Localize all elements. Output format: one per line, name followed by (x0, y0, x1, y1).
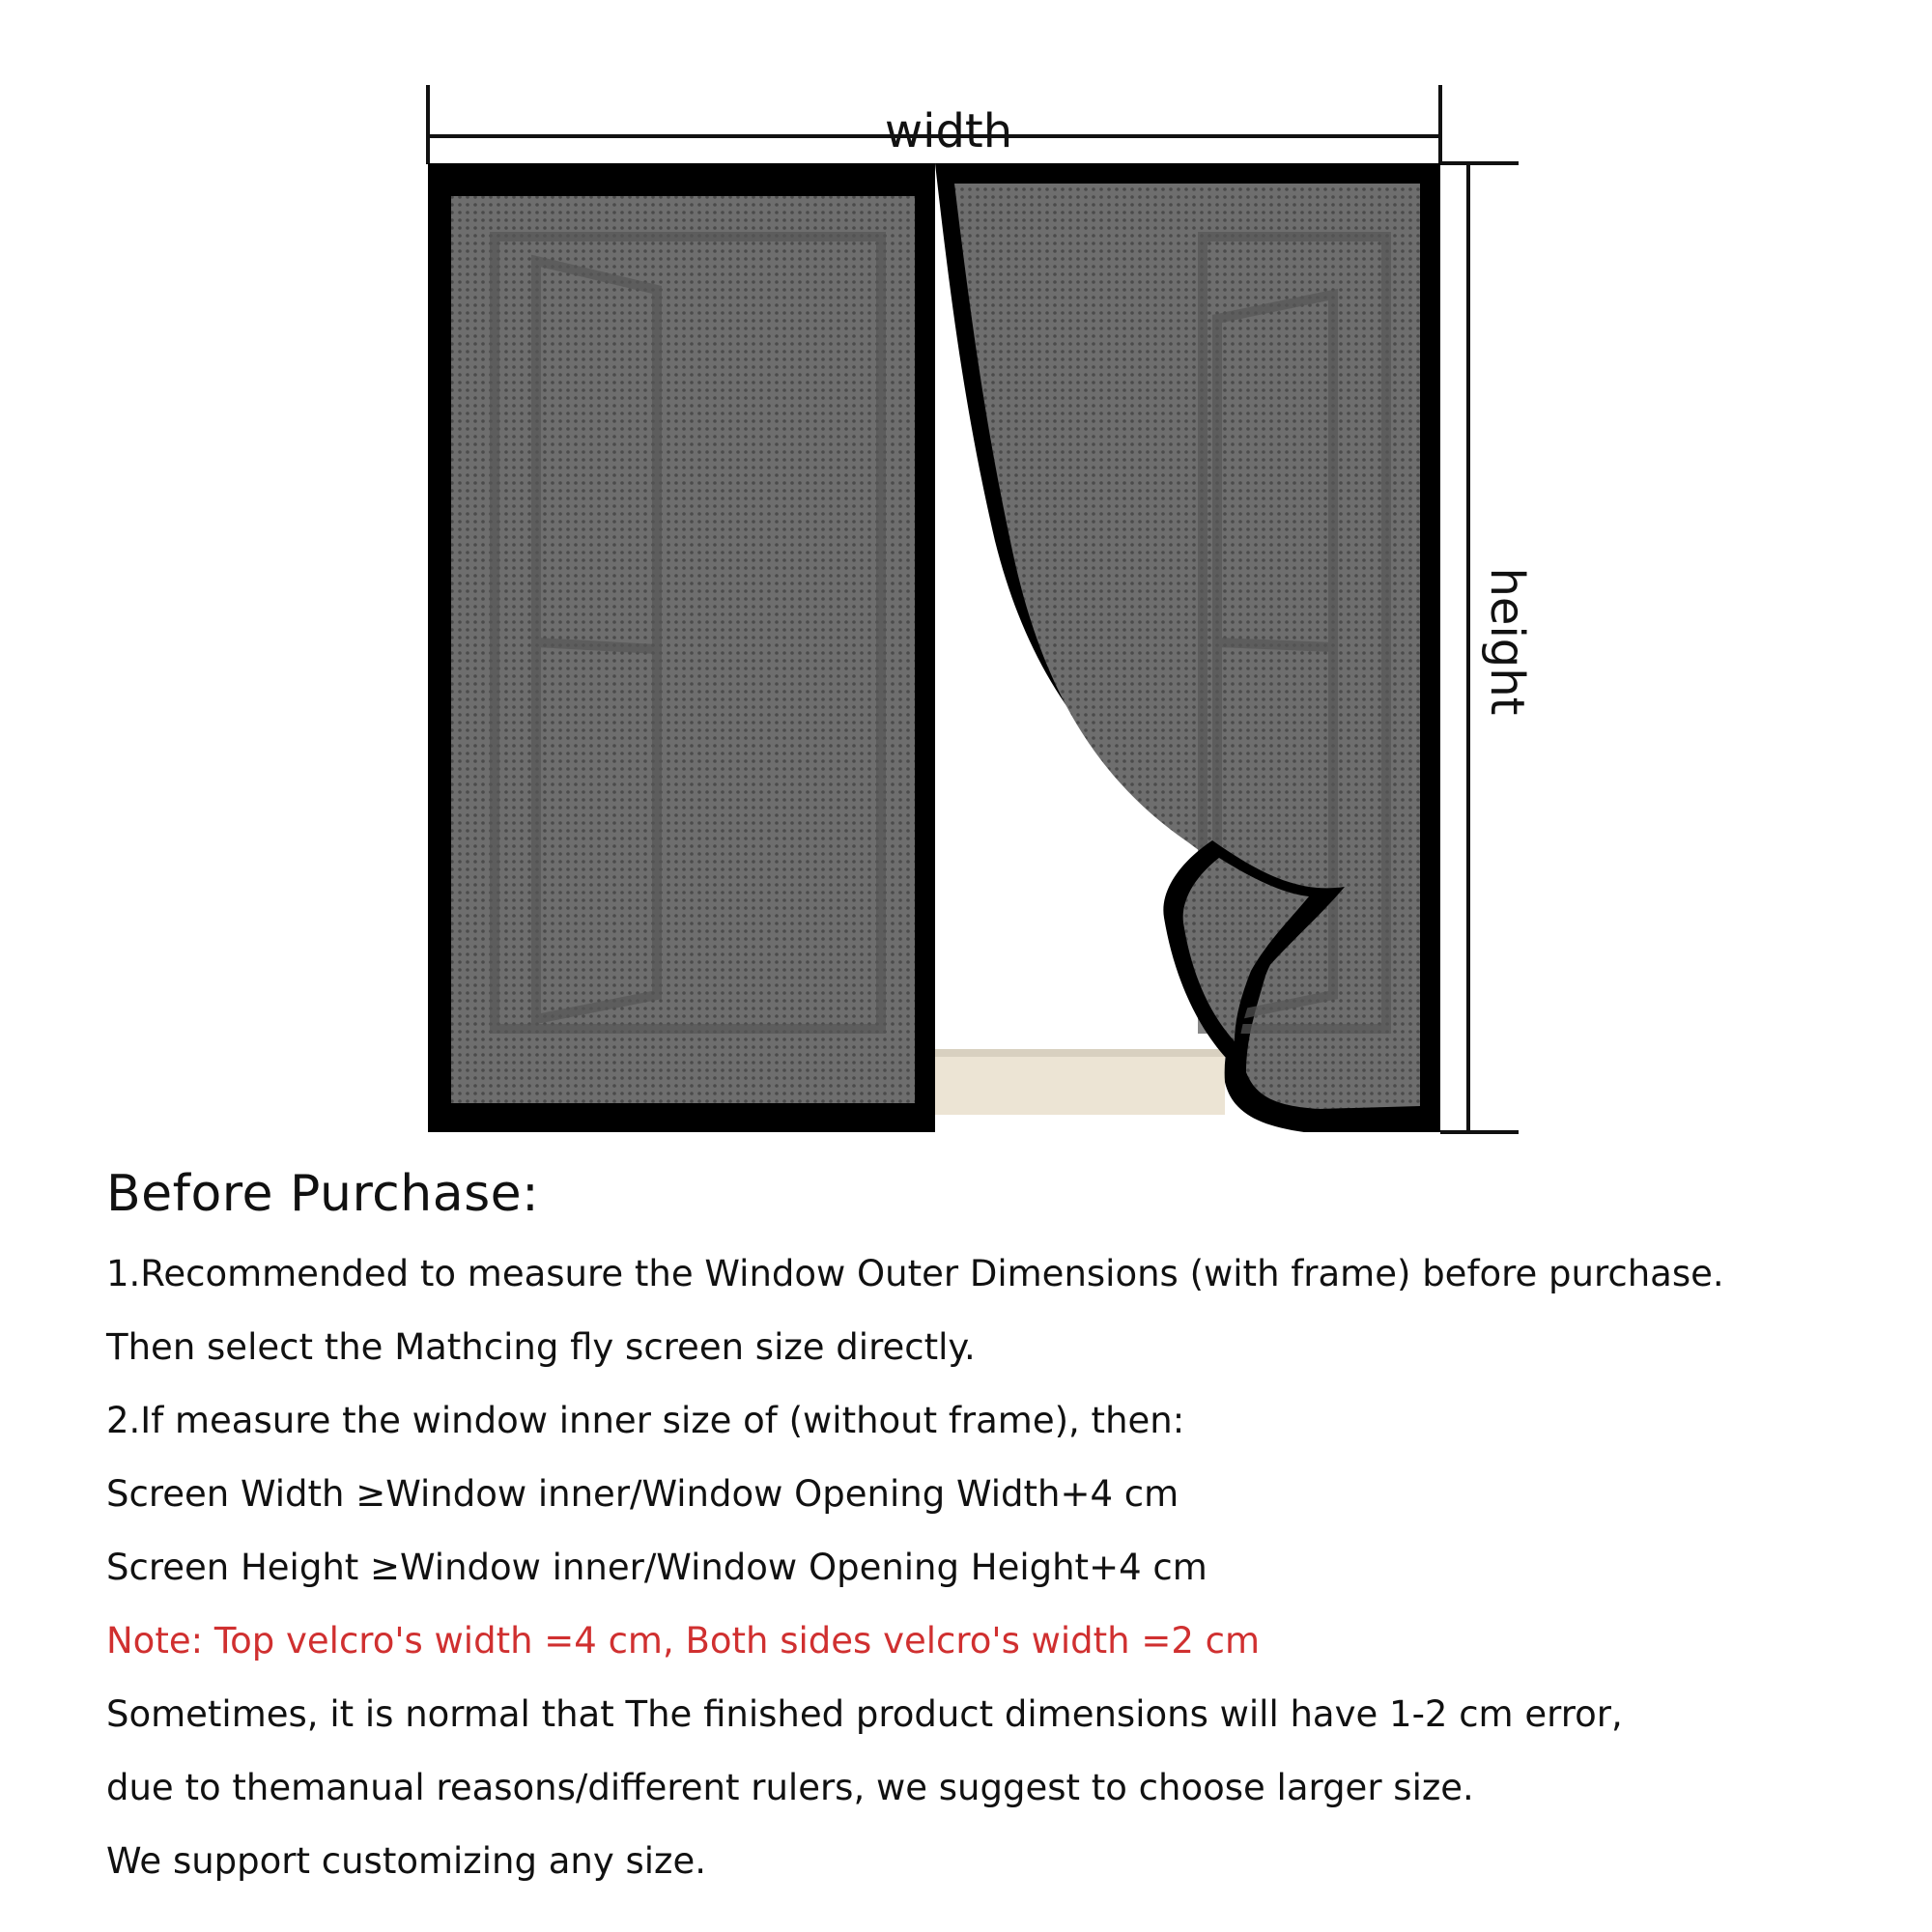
instruction-line: Then select the Mathcing fly screen size directly. (106, 1326, 976, 1369)
width-label: width (884, 104, 1013, 158)
footer-line: due to themanual reasons/different rulers, we suggest to choose larger size. (106, 1767, 1474, 1809)
footer-line: Sometimes, it is normal that The finished product dimensions will have 1-2 cm error, (106, 1693, 1623, 1736)
velcro-note: Note: Top velcro's width =4 cm, Both sides velcro's width =2 cm (106, 1620, 1261, 1662)
left-screen-panel (428, 163, 935, 1132)
instruction-line: Screen Height ≥Window inner/Window Opening Height+4 cm (106, 1547, 1208, 1589)
before-purchase-heading: Before Purchase: (106, 1165, 540, 1223)
instructions-block (106, 1164, 1903, 1898)
footer-line: We support customizing any size. (106, 1840, 706, 1883)
height-label: height (1480, 567, 1534, 716)
instruction-line: Screen Width ≥Window inner/Window Opening Width+4 cm (106, 1473, 1179, 1516)
instruction-line: 2.If measure the window inner size of (without frame), then: (106, 1400, 1185, 1442)
instruction-line: 1.Recommended to measure the Window Outer Dimensions (with frame) before purchase. (106, 1253, 1724, 1295)
